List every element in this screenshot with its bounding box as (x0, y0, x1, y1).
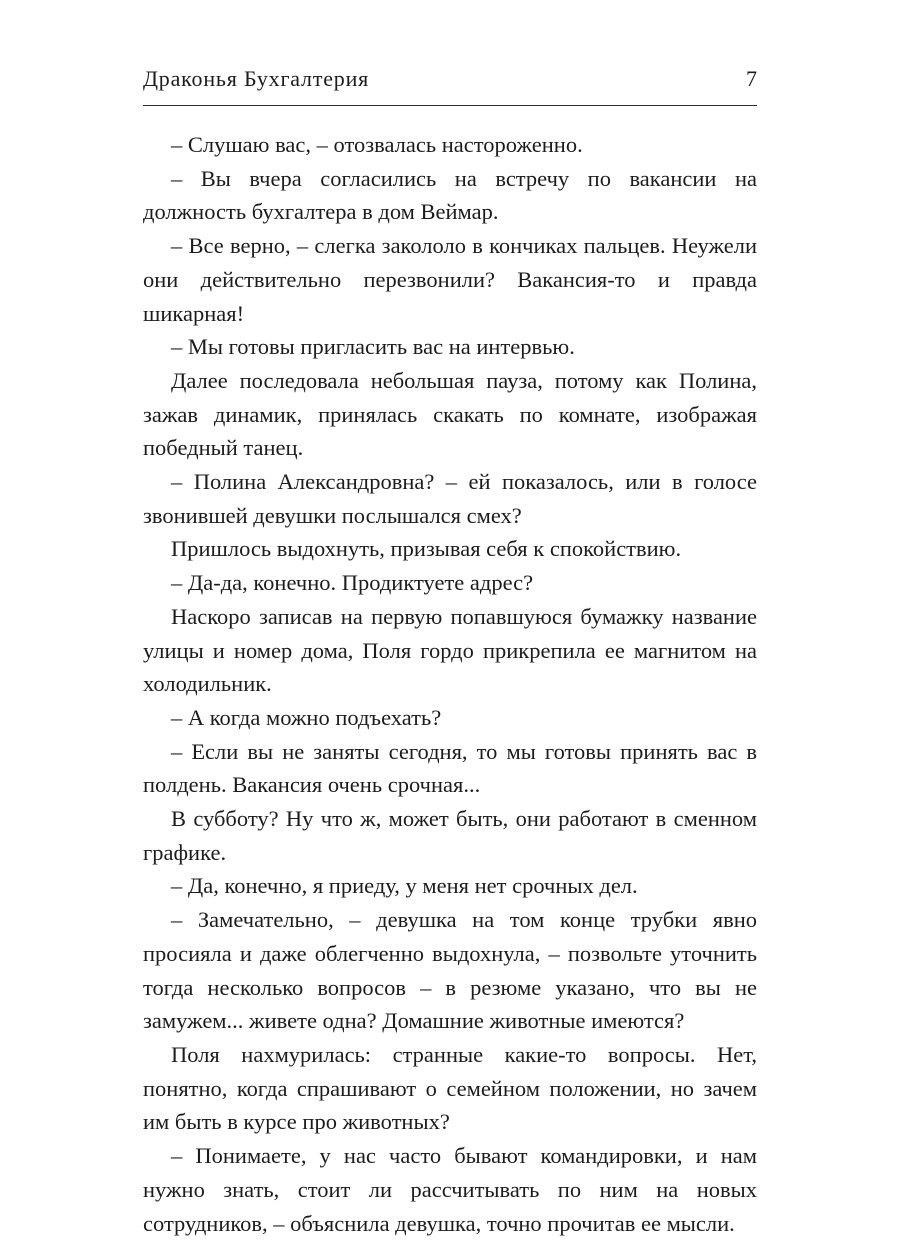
paragraph: – Да, конечно, я приеду, у меня нет срочных дел. (171, 873, 638, 899)
page-number: 7 (746, 66, 757, 91)
paragraph: – Если вы не заняты сегодня, то мы готовы принять вас в полдень. Вакансия очень срочная... (143, 738, 757, 798)
paragraph: Пришлось выдохнуть, призывая себя к спокойствию. (171, 536, 682, 562)
paragraph: Наскоро записав на первую попавшуюся бумажку название улицы и номер дома, Поля гордо прикрепила ее магнитом на холодильник. (143, 603, 757, 697)
paragraph: – А когда можно подъехать? (171, 704, 442, 730)
paragraph: – Все верно, – слегка закололо в кончиках пальцев. Неужели они действительно перезвонили? Вакансия-то и правда шикарная! (143, 233, 757, 326)
paragraph: Далее последовала небольшая пауза, потому как Полина, зажав динамик, принялась скакать по комнате, изображая победный танец. (143, 367, 757, 461)
paragraph: – Понимаете, у нас часто бывают командировки, и нам нужно знать, стоит ли рассчитывать по ним на новых сотрудников, – объяснила девушка, точно прочитав ее мысли. (143, 1143, 757, 1236)
header-rule (143, 105, 757, 106)
page-body (143, 128, 757, 1240)
paragraph: В субботу? Ну что ж, может быть, они работают в сменном графике. (143, 806, 757, 865)
running-header (143, 66, 757, 100)
paragraph: Поля нахмурилась: странные какие-то вопросы. Нет, понятно, когда спрашивают о семейном положении, но зачем им быть в курсе про животных? (143, 1041, 757, 1135)
book-title: Драконья Бухгалтерия (143, 66, 370, 91)
paragraph: – Замечательно, – девушка на том конце трубки явно просияла и даже облегченно выдохнула, – позвольте уточнить тогда несколько вопросов – в резюме указано, что вы не замужем... живете одна? Домашние животные имеются? (143, 907, 757, 1034)
paragraph: – Мы готовы пригласить вас на интервью. (171, 334, 575, 360)
paragraph: – Да-да, конечно. Продиктуете адрес? (171, 570, 534, 596)
paragraph: – Полина Александровна? – ей показалось, или в голосе звонившей девушки послышался смех? (143, 469, 757, 528)
paragraph: – Слушаю вас, – отозвалась настороженно. (171, 132, 583, 157)
paragraph: – Вы вчера согласились на встречу по вакансии на должность бухгалтера в дом Веймар. (143, 165, 757, 225)
